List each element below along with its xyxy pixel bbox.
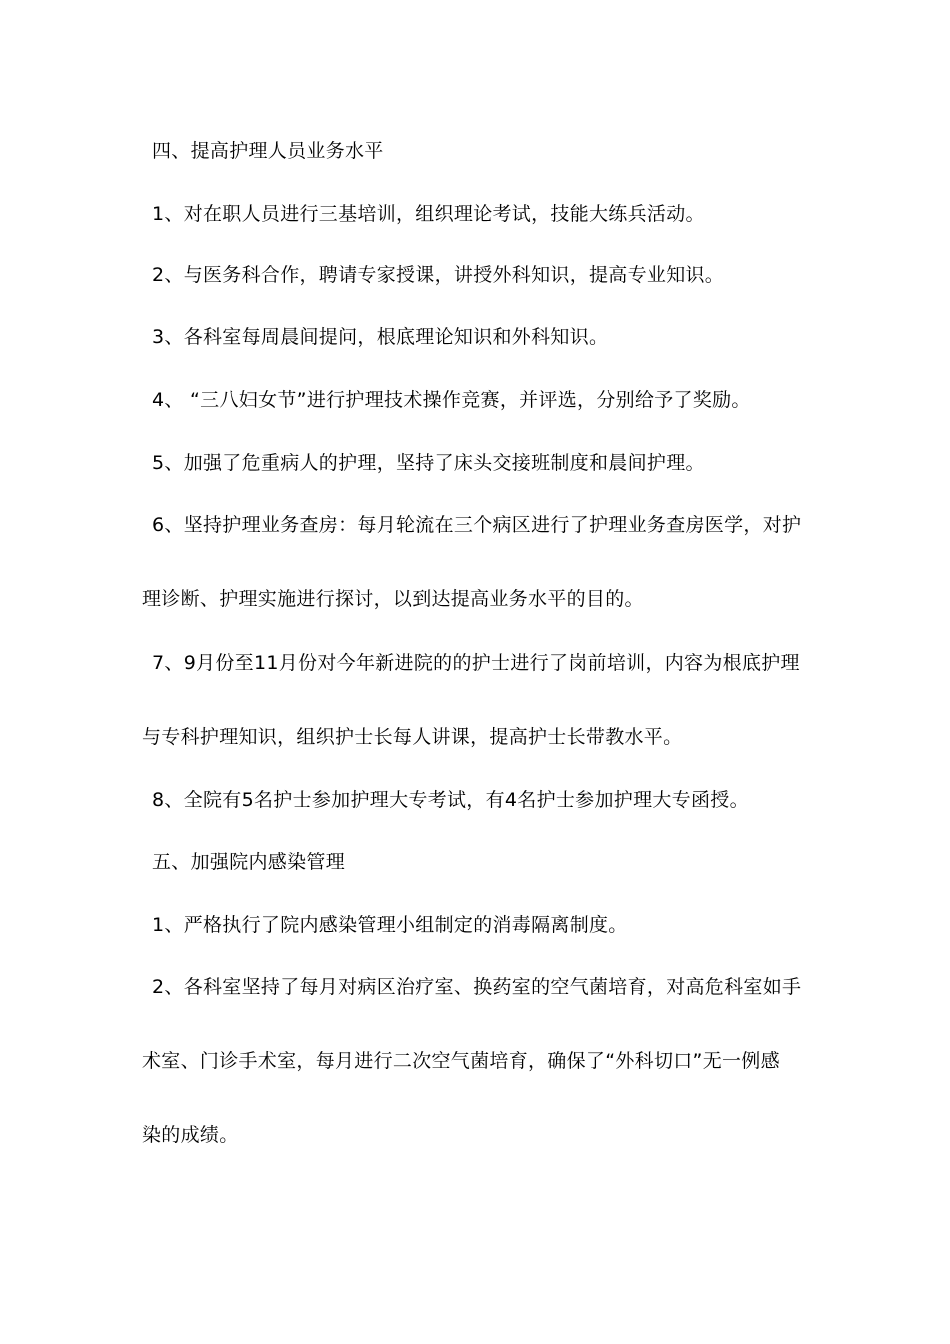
paragraph-line: 2、与医务科合作，聘请专家授课，讲授外科知识，提高专业知识。 [152,264,725,286]
paragraph-line: 6、坚持护理业务查房：每月轮流在三个病区进行了护理业务查房医学，对护 [152,514,802,536]
paragraph-line: 4、 “三八妇女节”进行护理技术操作竞赛，并评选，分别给予了奖励。 [152,389,751,411]
paragraph-line: 1、对在职人员进行三基培训，组织理论考试，技能大练兵活动。 [152,203,705,225]
paragraph-line: 8、全院有5名护士参加护理大专考试，有4名护士参加护理大专函授。 [152,789,749,811]
section-5-heading: 五、加强院内感染管理 [152,851,346,873]
paragraph-line: 2、各科室坚持了每月对病区治疗室、换药室的空气菌培育，对高危科室如手 [152,976,802,998]
paragraph-line: 染的成绩。 [142,1124,239,1146]
paragraph-line: 7、9月份至11月份对今年新进院的的护士进行了岗前培训，内容为根底护理 [152,652,800,674]
paragraph-line: 与专科护理知识，组织护士长每人讲课，提高护士长带教水平。 [142,726,683,748]
paragraph-line: 术室、门诊手术室，每月进行二次空气菌培育，确保了“外科切口”无一例感 [142,1050,780,1072]
paragraph-line: 3、各科室每周晨间提问，根底理论知识和外科知识。 [152,326,609,348]
paragraph-line: 1、严格执行了院内感染管理小组制定的消毒隔离制度。 [152,914,628,936]
paragraph-line: 理诊断、护理实施进行探讨，以到达提高业务水平的目的。 [142,588,644,610]
section-4-heading: 四、提高护理人员业务水平 [152,140,384,162]
paragraph-line: 5、加强了危重病人的护理，坚持了床头交接班制度和晨间护理。 [152,452,705,474]
